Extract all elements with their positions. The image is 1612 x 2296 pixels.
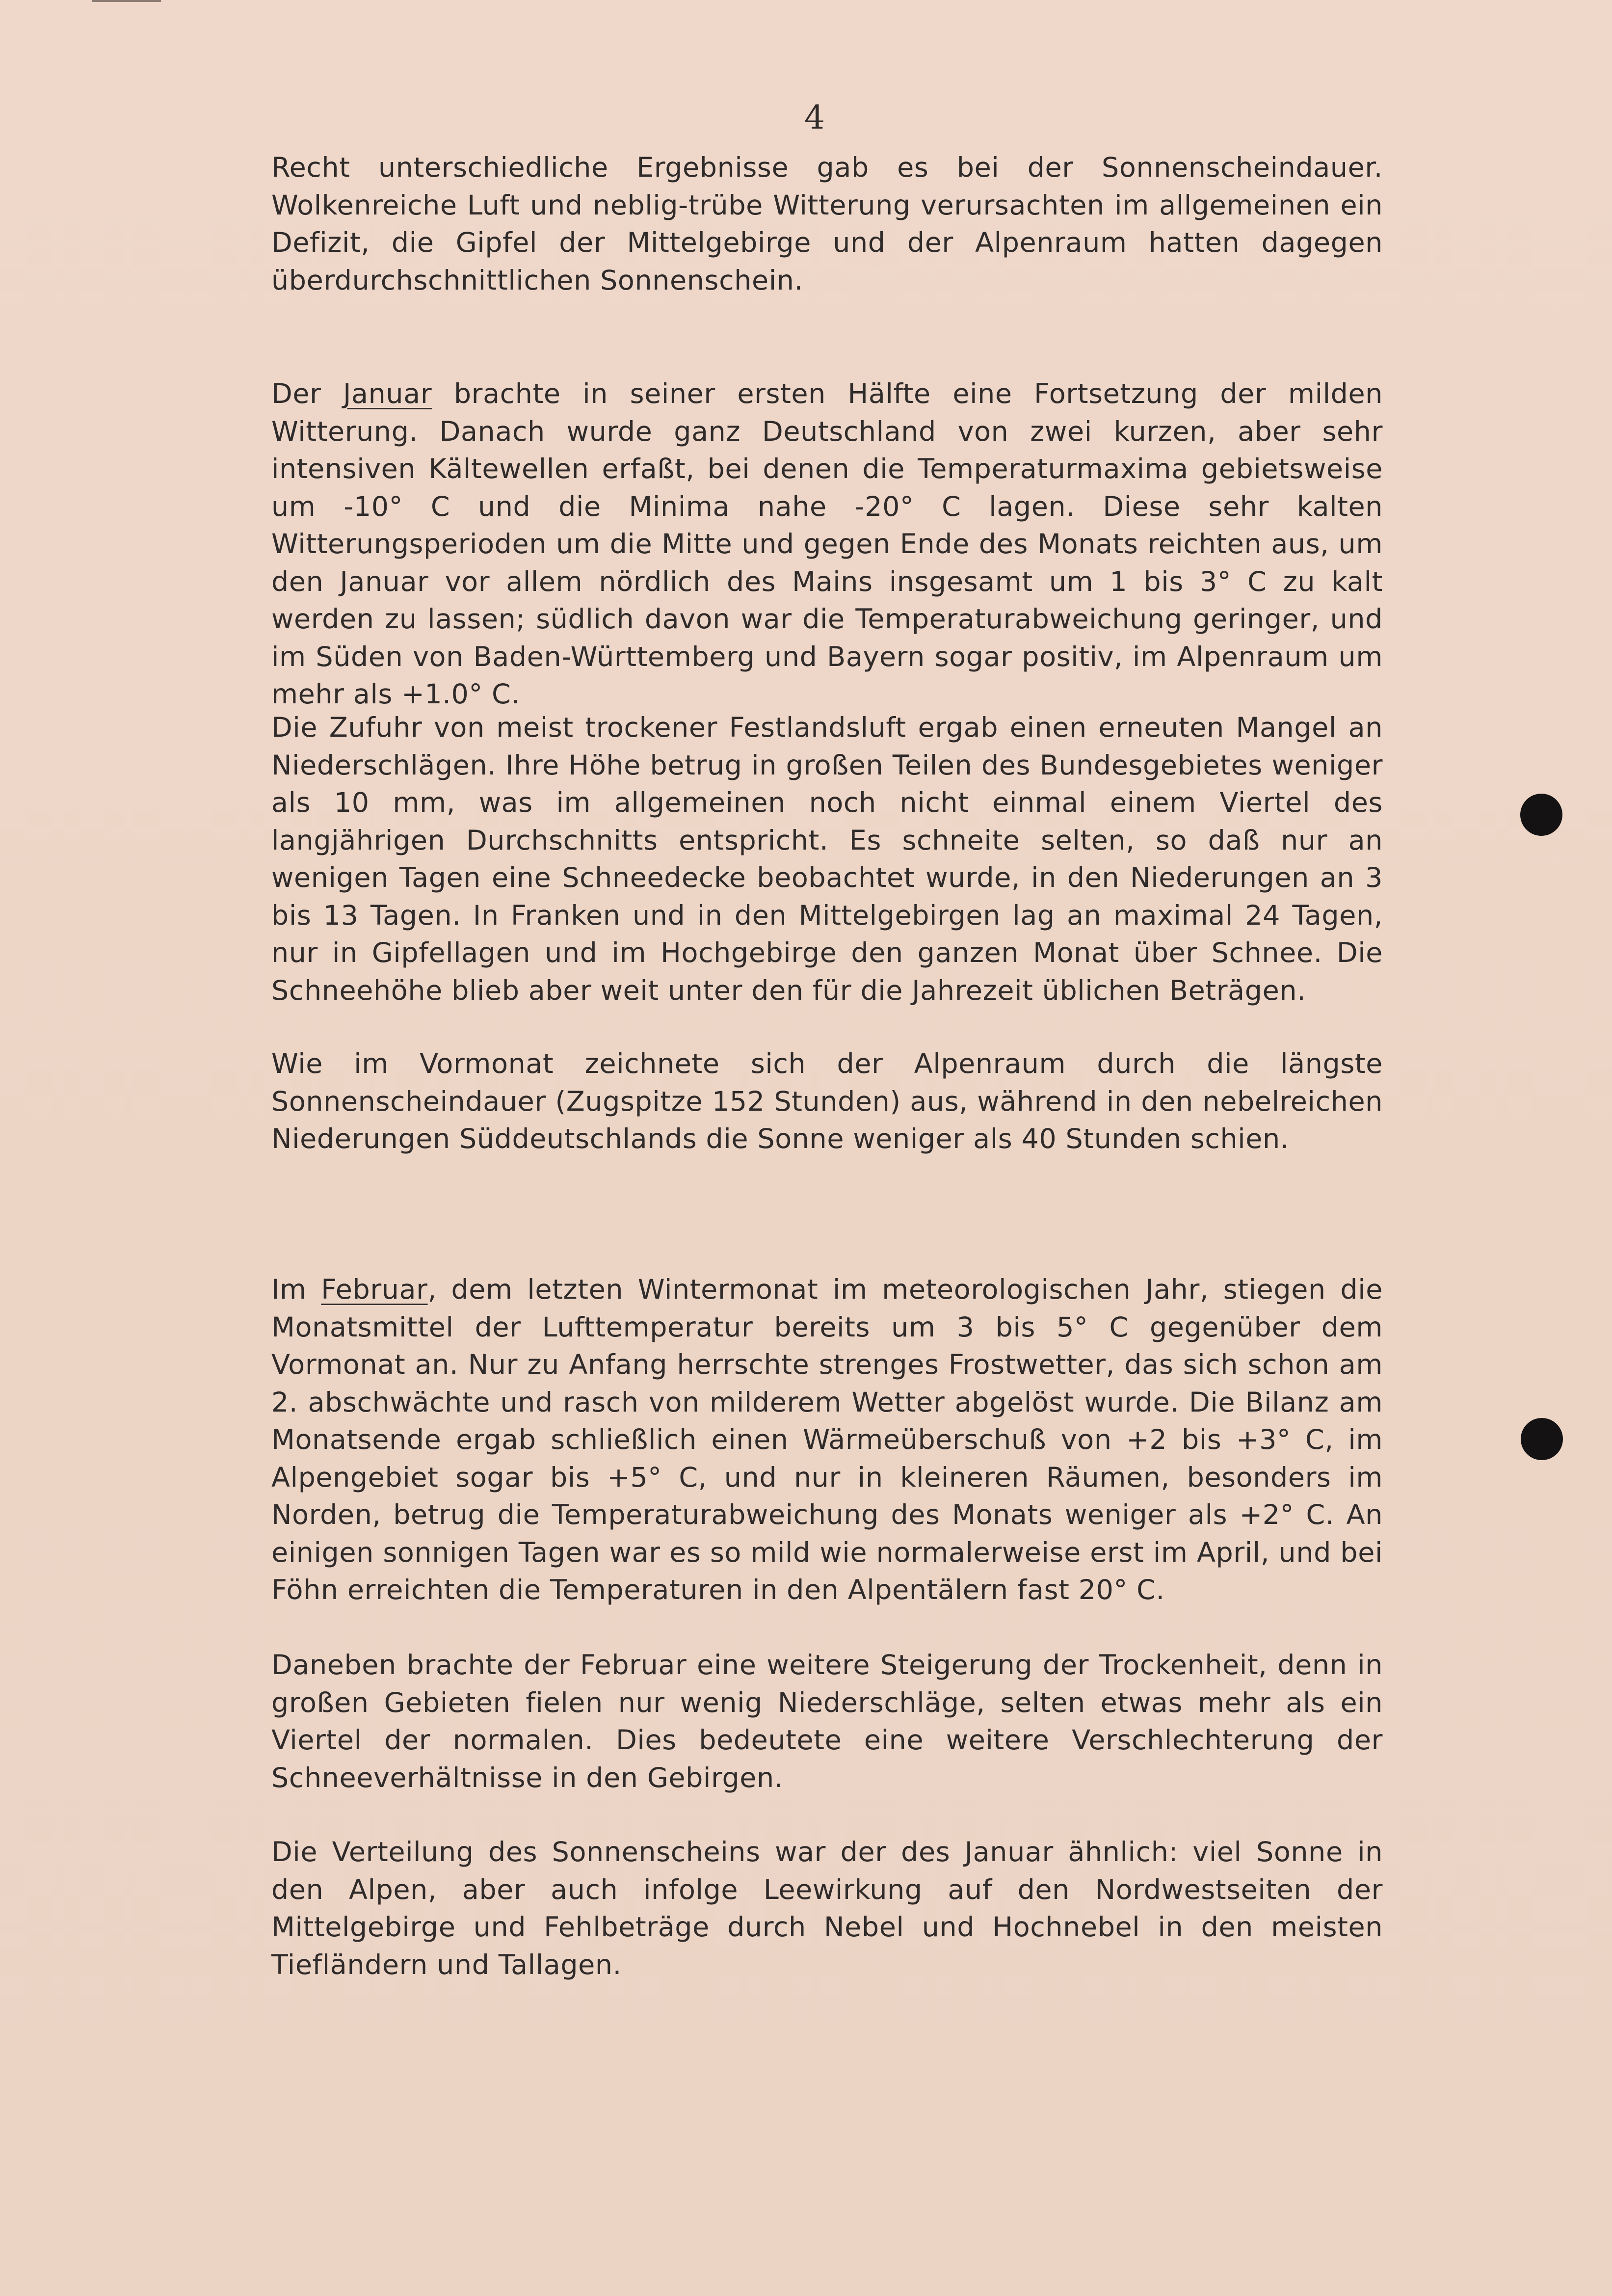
paragraph-body: brachte in seiner ersten Hälfte eine Fortsetzung der milden Witterung. Danach wurde ganz Deutschland von zwei kurzen, aber sehr intensiven Kältewellen erfaßt, bei denen die Temperaturmaxima gebietsweise um -10° C und die Minima nahe -20° C lagen. Diese sehr kalten Witterungsperioden um die Mitte und gegen Ende des Monats reichten aus, um den Januar vor allem nördlich des Mains insgesamt um 1 bis 3° C zu kalt werden zu lassen; südlich davon war die Temperaturabweichung geringer, und im Süden von Baden-Württemberg und Bayern sogar positiv, im Alpenraum um mehr als +1.0° C.: [271, 378, 1383, 710]
punch-hole-icon: [1520, 794, 1562, 836]
paragraph-february-temperature: [271, 1271, 1383, 1609]
paragraph-body: , dem letzten Wintermonat im meteorologischen Jahr, stiegen die Monatsmittel der Lufttemperatur bereits um 3 bis 5° C gegenüber dem Vormonat an. Nur zu Anfang herrschte strenges Frostwetter, das sich schon am 2. abschwächte und rasch von milderem Wetter abgelöst wurde. Die Bilanz am Monatsende ergab schließlich einen Wärmeüberschuß von +2 bis +3° C, im Alpengebiet sogar bis +5° C, und nur in kleineren Räumen, besonders im Norden, betrug die Temperaturabweichung des Monats weniger als +2° C. An einigen sonnigen Tagen war es so mild wie normalerweise erst im April, und bei Föhn erreichten die Temperaturen in den Alpentälern fast 20° C.: [271, 1274, 1383, 1606]
scan-edge-mark: [92, 0, 161, 2]
punch-hole-icon: [1521, 1418, 1563, 1460]
page-number: 4: [804, 99, 825, 136]
paragraph-prefix: Im: [271, 1274, 321, 1306]
paragraph-january-temperature: [271, 375, 1383, 714]
paragraph-february-sunshine: Die Verteilung des Sonnenscheins war der des Januar ähnlich: viel Sonne in den Alpen, aber auch infolge Leewirkung auf den Nordwestseiten der Mittelgebirge und Fehlbeträge durch Nebel und Hochnebel in den meisten Tiefländern und Tallagen.: [271, 1836, 1383, 1981]
paragraph-prefix: Der: [271, 378, 344, 410]
paragraph-january-sunshine: Wie im Vormonat zeichnete sich der Alpenraum durch die längste Sonnenscheindauer (Zugspitze 152 Stunden) aus, während in den nebelreichen Niederungen Süddeutschlands die Sonne weniger als 40 Stunden schien.: [271, 1048, 1383, 1155]
month-heading-januar: Januar: [343, 378, 432, 410]
paragraph-sunshine-summary: Recht unterschiedliche Ergebnisse gab es bei der Sonnenscheindauer. Wolkenreiche Luft und neblig-trübe Witterung verursachten im allgemeinen ein Defizit, die Gipfel der Mittelgebirge und der Alpenraum hatten dagegen überdurchschnittlichen Sonnenschein.: [271, 152, 1383, 296]
paragraph-february-precipitation: Daneben brachte der Februar eine weitere Steigerung der Trockenheit, denn in großen Gebieten fielen nur wenig Niederschläge, selten etwas mehr als ein Viertel der normalen. Dies bedeutete eine weitere Verschlechterung der Schneeverhältnisse in den Gebirgen.: [271, 1649, 1383, 1794]
paragraph-january-precipitation: Die Zufuhr von meist trockener Festlandsluft ergab einen erneuten Mangel an Niederschlägen. Ihre Höhe betrug in großen Teilen des Bundesgebietes weniger als 10 mm, was im allgemeinen noch nicht einmal einem Viertel des langjährigen Durchschnitts entspricht. Es schneite selten, so daß nur an wenigen Tagen eine Schneedecke beobachtet wurde, in den Niederungen an 3 bis 13 Tagen. In Franken und in den Mittelgebirgen lag an maximal 24 Tagen, nur in Gipfellagen und im Hochgebirge den ganzen Monat über Schnee. Die Schneehöhe blieb aber weit unter den für die Jahrezeit üblichen Beträgen.: [271, 712, 1383, 1007]
month-heading-februar: Februar: [321, 1274, 428, 1306]
